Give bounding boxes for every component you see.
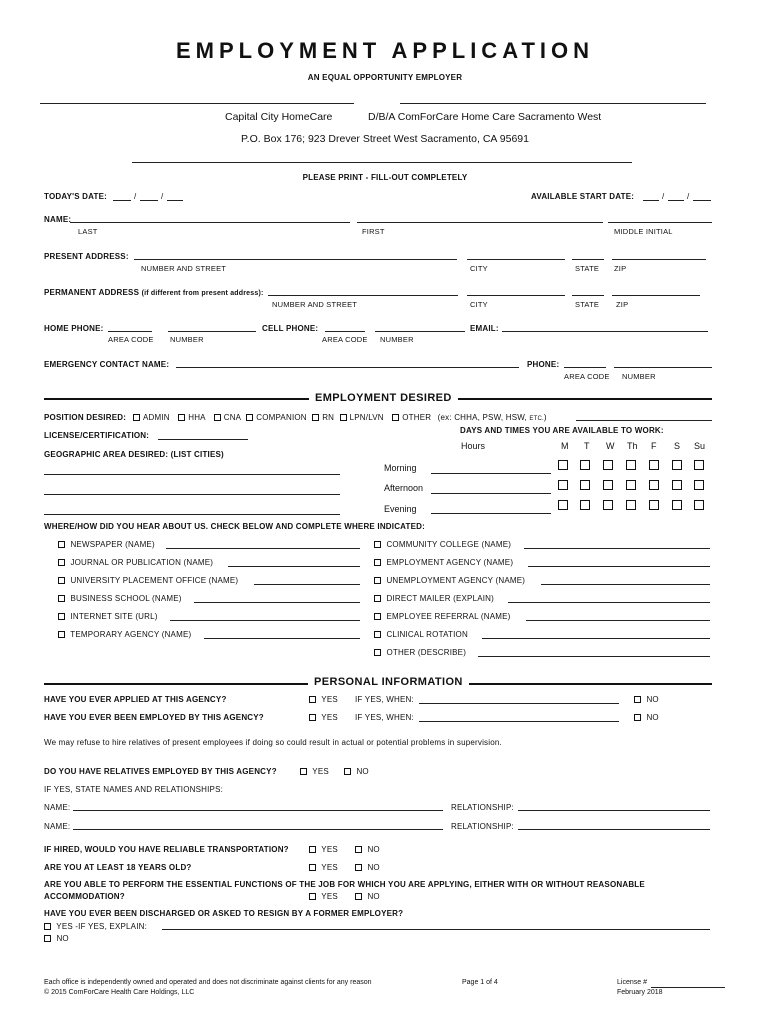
first-caption: FIRST	[362, 227, 385, 236]
checkbox[interactable]	[309, 893, 316, 900]
area-code-caption: AREA CODE	[108, 335, 154, 344]
checkbox[interactable]	[374, 559, 381, 566]
source-other-field[interactable]	[478, 656, 710, 657]
yes-explain-label: YES -IF YES, EXPLAIN:	[56, 922, 148, 931]
source-temporary-agency[interactable]	[58, 630, 191, 639]
checkbox[interactable]	[374, 541, 381, 548]
employment-desired-heading: EMPLOYMENT DESIRED	[309, 392, 458, 404]
relationship-field[interactable]	[518, 829, 710, 830]
footer-date: February 2018	[617, 989, 663, 996]
present-state-field[interactable]	[572, 259, 604, 260]
position-options	[133, 413, 547, 422]
period-afternoon: Afternoon	[384, 483, 424, 493]
slash: /	[161, 192, 164, 201]
source-newspaper-field[interactable]	[166, 548, 360, 549]
emergency-contact-field[interactable]	[176, 367, 519, 368]
yes-label: YES	[321, 892, 338, 901]
footer-copyright: © 2015 ComForCare Health Care Holdings, LLC	[44, 989, 195, 996]
day-header-m: M	[561, 441, 569, 451]
no-label: NO	[646, 695, 659, 704]
availability-checkbox-evening-s[interactable]	[672, 500, 682, 510]
hours-afternoon-field[interactable]	[431, 493, 551, 494]
checkbox[interactable]	[355, 893, 362, 900]
last-caption: LAST	[78, 227, 98, 236]
source-employment-agency[interactable]	[374, 558, 513, 567]
relative-name-field[interactable]	[73, 810, 443, 811]
source-other[interactable]	[374, 648, 466, 657]
applied-question: HAVE YOU EVER APPLIED AT THIS AGENCY?	[44, 695, 227, 704]
day-header-w: W	[606, 441, 615, 451]
last-name-field[interactable]	[70, 222, 350, 223]
company-dba: D/B/A ComForCare Home Care Sacramento West	[368, 111, 602, 123]
source-temporary-agency-field[interactable]	[204, 638, 360, 639]
page-title: EMPLOYMENT APPLICATION	[176, 38, 594, 63]
checkbox[interactable]	[246, 414, 253, 421]
availability-checkbox-afternoon-t[interactable]	[580, 480, 590, 490]
source-label: EMPLOYMENT AGENCY (NAME)	[386, 558, 514, 567]
permanent-city-field[interactable]	[467, 295, 565, 296]
todays-date-year-field[interactable]	[167, 200, 183, 201]
checkbox[interactable]	[374, 631, 381, 638]
position-cna[interactable]	[214, 413, 241, 422]
email-label: EMAIL:	[470, 324, 499, 333]
position-other[interactable]	[392, 413, 431, 422]
relatives-no[interactable]	[344, 767, 369, 776]
checkbox[interactable]	[133, 414, 140, 421]
relatives-yes[interactable]	[300, 767, 329, 776]
checkbox[interactable]	[214, 414, 221, 421]
position-label: CNA	[223, 413, 241, 422]
name-label: NAME:	[44, 215, 72, 224]
relatives-question: DO YOU HAVE RELATIVES EMPLOYED BY THIS AGENCY?	[44, 767, 277, 776]
source-unemployment-agency-field[interactable]	[541, 584, 710, 585]
geo-area-field[interactable]	[44, 474, 340, 475]
cell-phone-label: CELL PHONE:	[262, 324, 319, 333]
checkbox[interactable]	[312, 414, 319, 421]
checkbox[interactable]	[392, 414, 399, 421]
checkbox[interactable]	[44, 935, 51, 942]
permanent-address-label	[44, 288, 264, 297]
availability-checkbox-evening-th[interactable]	[626, 500, 636, 510]
source-direct-mailer-field[interactable]	[508, 602, 710, 603]
geo-area-field[interactable]	[44, 514, 340, 515]
start-month-field[interactable]	[643, 200, 659, 201]
day-header-th: Th	[627, 441, 638, 451]
source-unemployment-agency[interactable]	[374, 576, 525, 585]
emergency-contact-label: EMERGENCY CONTACT NAME:	[44, 360, 170, 369]
street-caption: NUMBER AND STREET	[141, 264, 227, 273]
availability-checkbox-afternoon-th[interactable]	[626, 480, 636, 490]
home-number-field[interactable]	[168, 331, 256, 332]
source-community-college[interactable]	[374, 540, 511, 549]
start-day-field[interactable]	[668, 200, 684, 201]
checkbox[interactable]	[58, 595, 65, 602]
emergency-area-code-field[interactable]	[564, 367, 606, 368]
checkbox[interactable]	[634, 696, 641, 703]
applied-when-label: IF YES, WHEN:	[355, 695, 414, 704]
age-yes[interactable]	[309, 863, 338, 872]
availability-checkbox-morning-w[interactable]	[603, 460, 613, 470]
checkbox[interactable]	[374, 613, 381, 620]
discharged-explain-field[interactable]	[162, 929, 710, 930]
company-name: Capital City HomeCare	[225, 111, 333, 123]
divider	[132, 162, 632, 163]
checkbox[interactable]	[300, 768, 307, 775]
permanent-state-field[interactable]	[572, 295, 604, 296]
area-code-caption: AREA CODE	[564, 372, 610, 381]
city-caption: CITY	[470, 300, 488, 309]
availability-checkbox-afternoon-su[interactable]	[694, 480, 704, 490]
position-desired-text: POSITION DESIRED:	[44, 413, 127, 422]
period-morning: Morning	[384, 463, 417, 473]
todays-date-month-field[interactable]	[113, 200, 131, 201]
state-caption: STATE	[575, 264, 600, 273]
source-label: COMMUNITY COLLEGE (NAME)	[386, 540, 512, 549]
perform-no[interactable]	[355, 892, 380, 901]
footer-disclaimer: Each office is independently owned and operated and does not discriminate against clients for any reason	[44, 979, 372, 986]
age-question: ARE YOU AT LEAST 18 YEARS OLD?	[44, 863, 192, 872]
day-header-t: T	[584, 441, 590, 451]
source-newspaper[interactable]	[58, 540, 155, 549]
todays-date-label: TODAY'S DATE:	[44, 192, 108, 201]
no-label: NO	[367, 863, 380, 872]
cell-area-code-field[interactable]	[325, 331, 365, 332]
availability-checkbox-afternoon-f[interactable]	[649, 480, 659, 490]
availability-checkbox-morning-f[interactable]	[649, 460, 659, 470]
day-header-su: Su	[694, 441, 706, 451]
hours-header: Hours	[461, 441, 486, 451]
subtitle: AN EQUAL OPPORTUNITY EMPLOYER	[307, 73, 463, 82]
slash: /	[662, 192, 665, 201]
employed-yes[interactable]	[309, 713, 338, 722]
relative-name-field[interactable]	[73, 829, 443, 830]
source-internet-field[interactable]	[170, 620, 360, 621]
number-caption: NUMBER	[170, 335, 204, 344]
checkbox[interactable]	[309, 696, 316, 703]
footer-page: Page 1 of 4	[462, 979, 498, 986]
position-rn[interactable]	[312, 413, 334, 422]
source-business-school[interactable]	[58, 594, 182, 603]
discharged-question: HAVE YOU EVER BEEN DISCHARGED OR ASKED TO RESIGN BY A FORMER EMPLOYER?	[44, 909, 404, 918]
availability-checkbox-morning-th[interactable]	[626, 460, 636, 470]
day-header-s: S	[674, 441, 681, 451]
transport-yes[interactable]	[309, 845, 338, 854]
yes-label: YES	[321, 863, 338, 872]
if-different-text: (if different from present address):	[141, 290, 264, 297]
checkbox[interactable]	[344, 768, 351, 775]
perform-question-line2: ACCOMMODATION?	[44, 892, 125, 901]
checkbox[interactable]	[374, 577, 381, 584]
hours-morning-field[interactable]	[431, 473, 551, 474]
employed-when-field[interactable]	[419, 721, 619, 722]
day-header-f: F	[651, 441, 657, 451]
source-employment-agency-field[interactable]	[528, 566, 710, 567]
position-label: RN	[322, 413, 335, 422]
availability-checkbox-afternoon-s[interactable]	[672, 480, 682, 490]
first-name-field[interactable]	[357, 222, 603, 223]
availability-checkbox-evening-su[interactable]	[694, 500, 704, 510]
employed-question: HAVE YOU EVER BEEN EMPLOYED BY THIS AGENCY?	[44, 713, 264, 722]
transport-question: IF HIRED, WOULD YOU HAVE RELIABLE TRANSPORTATION?	[44, 845, 289, 854]
zip-caption: ZIP	[614, 264, 627, 273]
present-city-field[interactable]	[467, 259, 565, 260]
checkbox[interactable]	[309, 846, 316, 853]
area-code-caption: AREA CODE	[322, 335, 368, 344]
etc-text: ETC.	[529, 416, 544, 422]
zip-caption: ZIP	[616, 300, 629, 309]
discharged-no[interactable]	[44, 934, 69, 943]
checkbox[interactable]	[58, 631, 65, 638]
source-label: UNEMPLOYMENT AGENCY (NAME)	[386, 576, 526, 585]
divider	[40, 103, 354, 104]
position-companion[interactable]	[246, 413, 307, 422]
yes-label: YES	[312, 767, 329, 776]
license-number-field[interactable]	[651, 987, 725, 988]
relative-name-label: NAME:	[44, 803, 71, 812]
source-university-field[interactable]	[254, 584, 360, 585]
source-label: DIRECT MAILER (EXPLAIN)	[386, 594, 495, 603]
perform-yes[interactable]	[309, 892, 338, 901]
period-evening: Evening	[384, 504, 417, 514]
if-yes-state-label: IF YES, STATE NAMES AND RELATIONSHIPS:	[44, 785, 224, 794]
relationship-label: RELATIONSHIP:	[451, 822, 514, 831]
other-example: (ex: CHHA, PSW, HSW,	[437, 413, 527, 422]
other-close: )	[543, 413, 547, 422]
company-address: P.O. Box 176; 923 Drever Street West Sacramento, CA 95691	[241, 133, 529, 145]
relationship-label: RELATIONSHIP:	[451, 803, 514, 812]
transport-no[interactable]	[355, 845, 380, 854]
availability-checkbox-morning-m[interactable]	[558, 460, 568, 470]
emergency-phone-label: PHONE:	[527, 360, 560, 369]
start-year-field[interactable]	[693, 200, 711, 201]
cell-number-field[interactable]	[375, 331, 465, 332]
position-label: ADMIN	[143, 413, 170, 422]
source-direct-mailer[interactable]	[374, 594, 494, 603]
checkbox[interactable]	[634, 714, 641, 721]
yes-label: YES	[321, 713, 338, 722]
position-label: LPN/LVN	[349, 413, 384, 422]
source-business-school-field[interactable]	[194, 602, 360, 603]
checkbox[interactable]	[340, 414, 347, 421]
availability-checkbox-afternoon-w[interactable]	[603, 480, 613, 490]
home-phone-label: HOME PHONE:	[44, 324, 104, 333]
availability-checkbox-morning-s[interactable]	[672, 460, 682, 470]
license-field[interactable]	[158, 439, 248, 440]
applied-when-field[interactable]	[419, 703, 619, 704]
age-no[interactable]	[355, 863, 380, 872]
available-start-label: AVAILABLE START DATE:	[531, 192, 635, 201]
checkbox[interactable]	[58, 577, 65, 584]
permanent-address-text: PERMANENT ADDRESS	[44, 288, 140, 297]
source-journal-field[interactable]	[228, 566, 360, 567]
position-label: COMPANION	[256, 413, 307, 422]
position-hha[interactable]	[178, 413, 205, 422]
slash: /	[134, 192, 137, 201]
present-address-label: PRESENT ADDRESS:	[44, 252, 129, 261]
where-heard-label: WHERE/HOW DID YOU HEAR ABOUT US. CHECK BELOW AND COMPLETE WHERE INDICATED:	[44, 522, 426, 531]
permanent-street-field[interactable]	[268, 295, 458, 296]
position-desired-label	[44, 413, 126, 422]
no-label: NO	[367, 845, 380, 854]
checkbox[interactable]	[58, 541, 65, 548]
geo-area-label: GEOGRAPHIC AREA DESIRED: (LIST CITIES)	[44, 450, 224, 459]
hours-evening-field[interactable]	[431, 513, 551, 514]
relatives-note: We may refuse to hire relatives of present employees if doing so could result in actual or potential problems in supervision.	[44, 738, 502, 747]
applied-yes[interactable]	[309, 695, 338, 704]
source-internet[interactable]	[58, 612, 158, 621]
checkbox[interactable]	[355, 846, 362, 853]
present-zip-field[interactable]	[612, 259, 706, 260]
number-caption: NUMBER	[622, 372, 656, 381]
availability-checkbox-morning-su[interactable]	[694, 460, 704, 470]
instruction: PLEASE PRINT - FILL-OUT COMPLETELY	[302, 173, 468, 182]
position-label: HHA	[188, 413, 206, 422]
number-caption: NUMBER	[380, 335, 414, 344]
middle-caption: MIDDLE INITIAL	[614, 227, 673, 236]
todays-date-day-field[interactable]	[140, 200, 158, 201]
source-label: OTHER (DESCRIBE)	[386, 648, 467, 657]
divider	[400, 103, 706, 104]
no-label: NO	[56, 934, 69, 943]
source-label: UNIVERSITY PLACEMENT OFFICE (NAME)	[70, 576, 239, 585]
availability-heading: DAYS AND TIMES YOU ARE AVAILABLE TO WORK:	[460, 426, 664, 435]
position-label: OTHER	[402, 413, 432, 422]
street-caption: NUMBER AND STREET	[272, 300, 358, 309]
middle-initial-field[interactable]	[608, 222, 712, 223]
checkbox[interactable]	[309, 714, 316, 721]
no-label: NO	[356, 767, 369, 776]
source-employee-referral-field[interactable]	[526, 620, 710, 621]
email-field[interactable]	[502, 331, 708, 332]
emergency-number-field[interactable]	[614, 367, 712, 368]
no-label: NO	[367, 892, 380, 901]
source-community-college-field[interactable]	[524, 548, 710, 549]
checkbox[interactable]	[58, 613, 65, 620]
source-university[interactable]	[58, 576, 238, 585]
availability-checkbox-morning-t[interactable]	[580, 460, 590, 470]
permanent-zip-field[interactable]	[612, 295, 700, 296]
checkbox[interactable]	[355, 864, 362, 871]
source-clinical-rotation-field[interactable]	[482, 638, 710, 639]
source-journal[interactable]	[58, 558, 213, 567]
yes-label: YES	[321, 845, 338, 854]
present-street-field[interactable]	[134, 259, 457, 260]
slash: /	[687, 192, 690, 201]
position-admin[interactable]	[133, 413, 170, 422]
source-label: NEWSPAPER (NAME)	[70, 540, 155, 549]
discharged-yes[interactable]	[44, 922, 147, 931]
applied-no[interactable]	[634, 695, 659, 704]
yes-label: YES	[321, 695, 338, 704]
relationship-field[interactable]	[518, 810, 710, 811]
source-label: JOURNAL OR PUBLICATION (NAME)	[70, 558, 214, 567]
perform-question-line1: ARE YOU ABLE TO PERFORM THE ESSENTIAL FUNCTIONS OF THE JOB FOR WHICH YOU ARE APPLYING, EITHER WITH OR WITHOUT REASONABLE	[44, 880, 645, 889]
state-caption: STATE	[575, 300, 600, 309]
source-label: TEMPORARY AGENCY (NAME)	[70, 630, 192, 639]
license-label: LICENSE/CERTIFICATION:	[44, 431, 150, 440]
no-label: NO	[646, 713, 659, 722]
source-label: EMPLOYEE REFERRAL (NAME)	[386, 612, 511, 621]
source-clinical-rotation[interactable]	[374, 630, 468, 639]
source-employee-referral[interactable]	[374, 612, 511, 621]
availability-checkbox-afternoon-m[interactable]	[558, 480, 568, 490]
employed-no[interactable]	[634, 713, 659, 722]
position-other-field[interactable]	[576, 420, 712, 421]
personal-info-heading: PERSONAL INFORMATION	[308, 676, 469, 688]
relative-name-label: NAME:	[44, 822, 71, 831]
availability-checkbox-evening-t[interactable]	[580, 500, 590, 510]
footer-license-label: License #	[617, 979, 647, 986]
availability-checkbox-evening-w[interactable]	[603, 500, 613, 510]
availability-checkbox-evening-f[interactable]	[649, 500, 659, 510]
checkbox[interactable]	[374, 649, 381, 656]
geo-area-field[interactable]	[44, 494, 340, 495]
source-label: INTERNET SITE (URL)	[70, 612, 158, 621]
checkbox[interactable]	[44, 923, 51, 930]
employed-when-label: IF YES, WHEN:	[355, 713, 414, 722]
home-area-code-field[interactable]	[108, 331, 152, 332]
position-lpn[interactable]	[340, 413, 384, 422]
checkbox[interactable]	[58, 559, 65, 566]
city-caption: CITY	[470, 264, 488, 273]
checkbox[interactable]	[374, 595, 381, 602]
source-label: CLINICAL ROTATION	[386, 630, 468, 639]
checkbox[interactable]	[309, 864, 316, 871]
availability-checkbox-evening-m[interactable]	[558, 500, 568, 510]
checkbox[interactable]	[178, 414, 185, 421]
source-label: BUSINESS SCHOOL (NAME)	[70, 594, 182, 603]
